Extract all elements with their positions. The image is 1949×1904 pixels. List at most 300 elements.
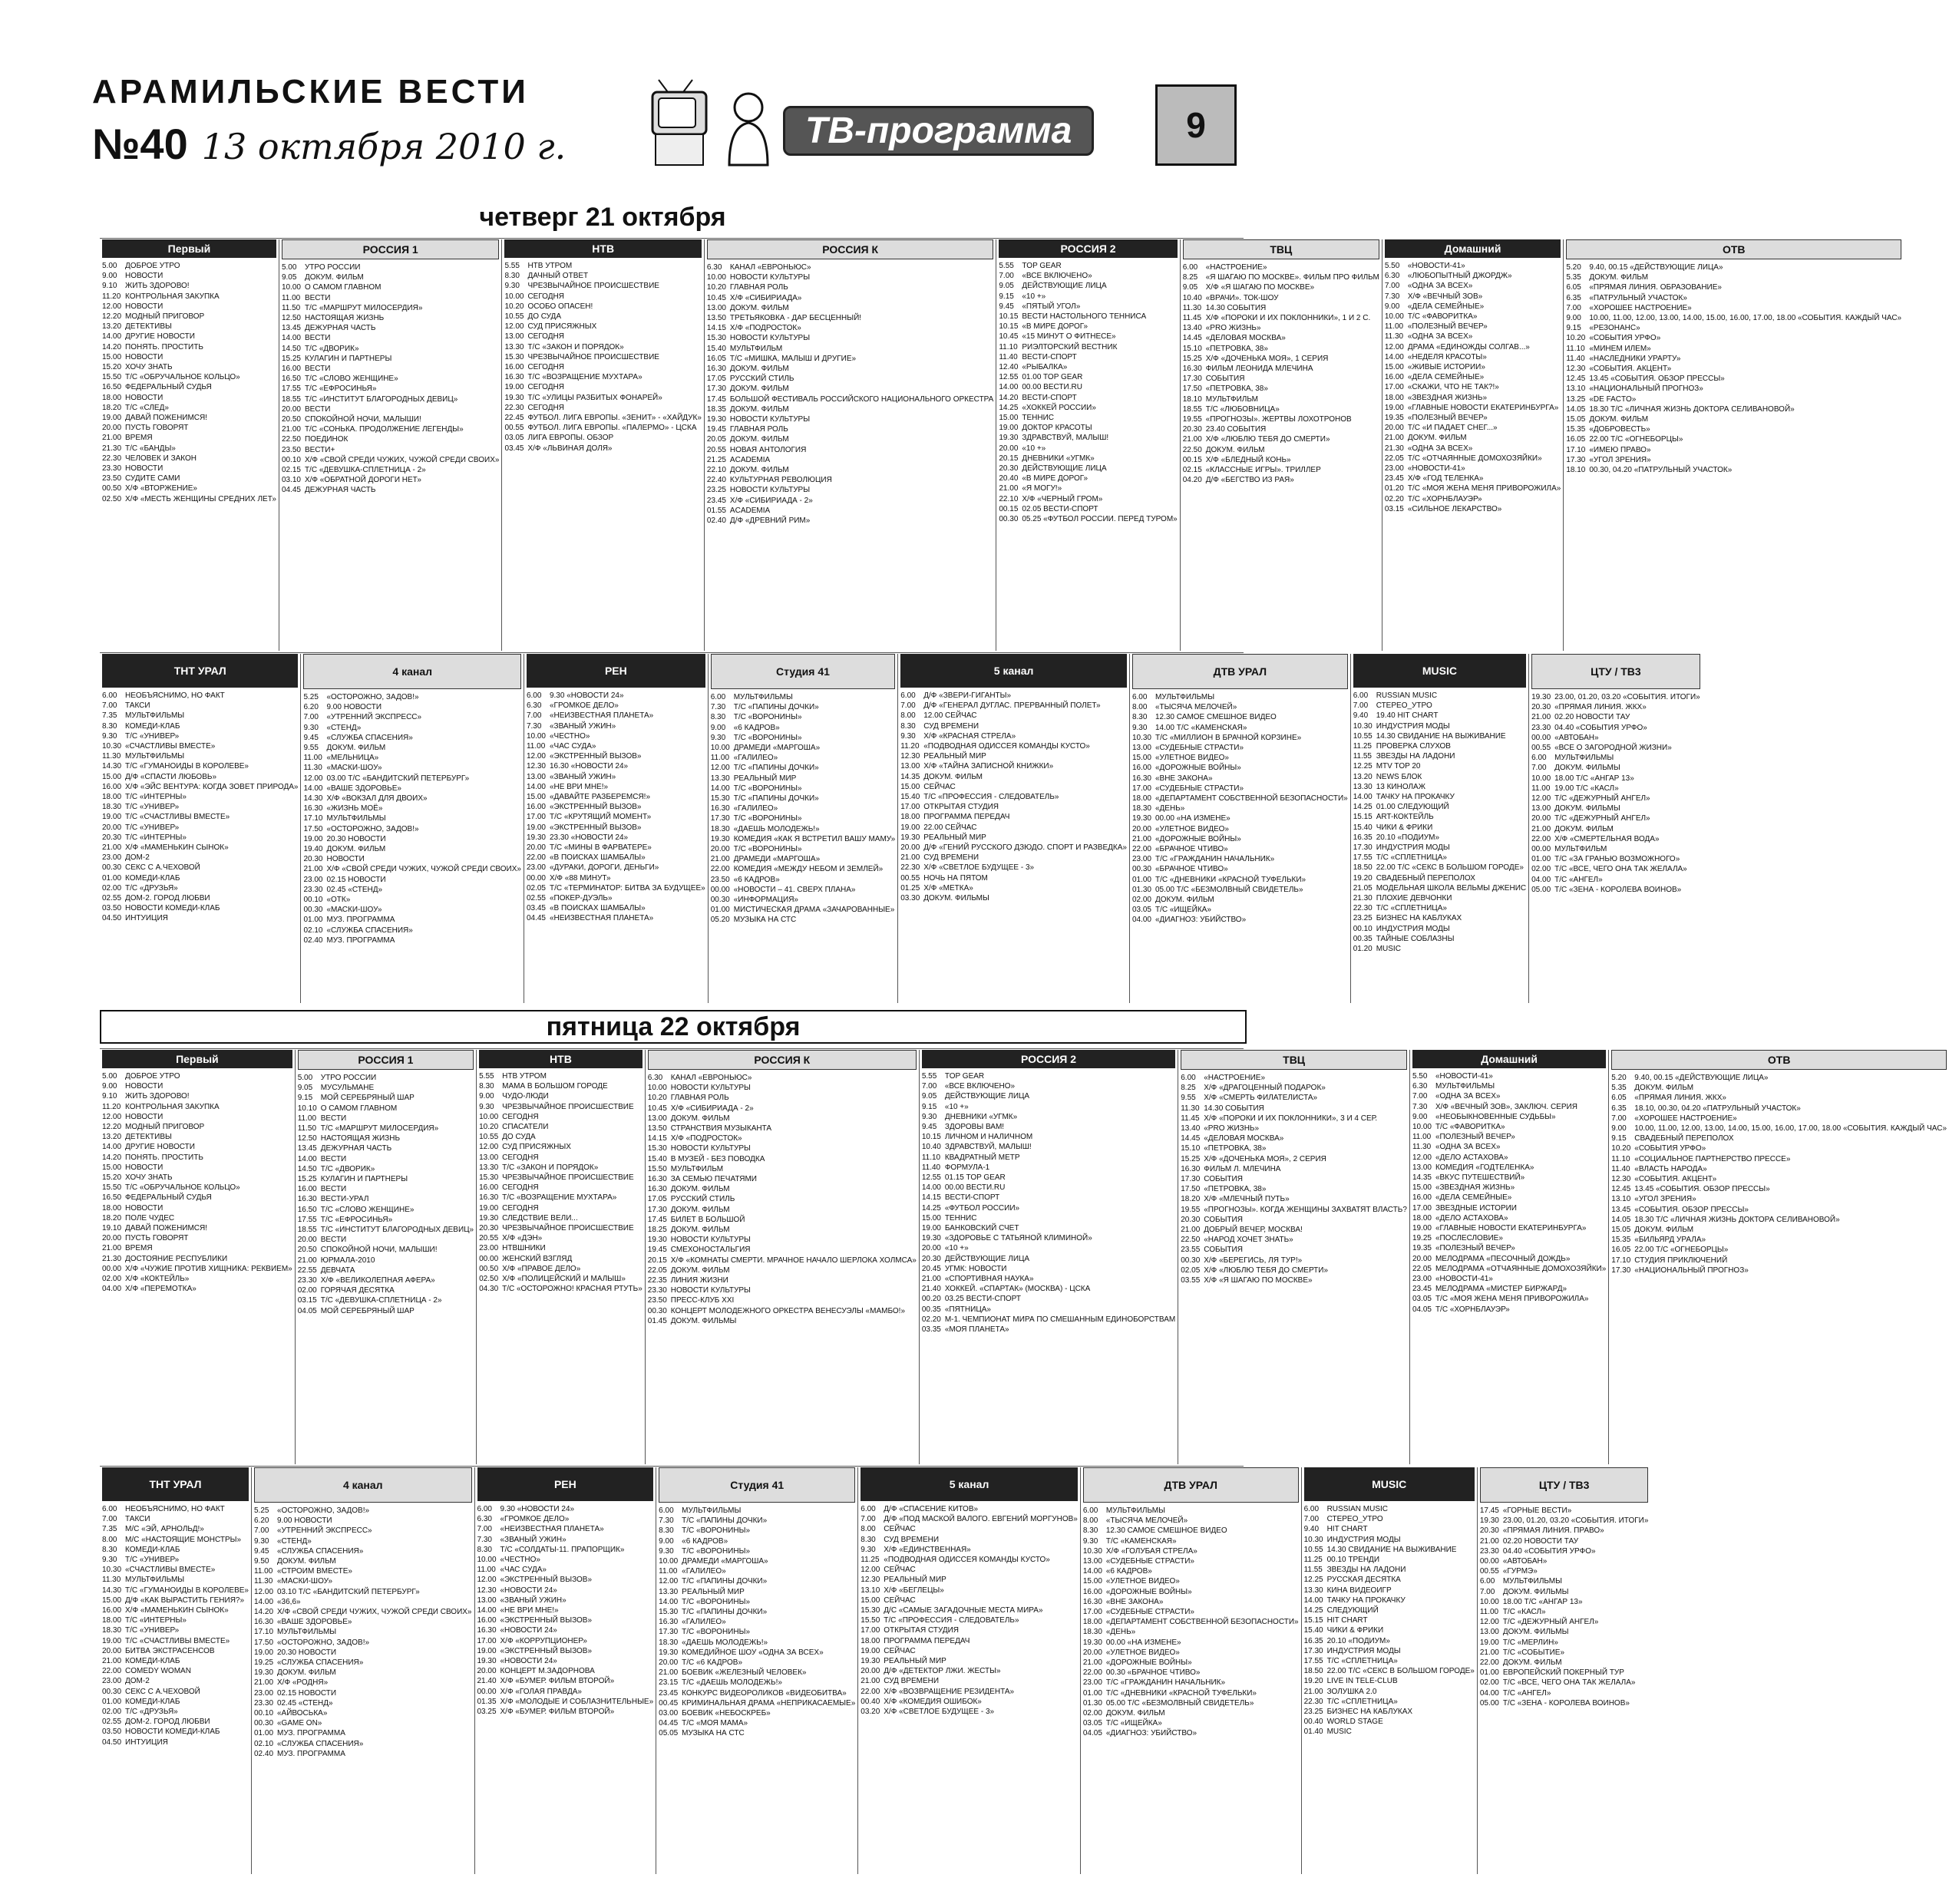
program-time: 11.10 — [921, 1153, 941, 1162]
program-title: ДЕЙСТВУЮЩИЕ ЛИЦА — [944, 1092, 1030, 1101]
program-title: Т/С «ИНТЕРНЫ» — [125, 1616, 187, 1625]
program-title: ЗВЕЗДНЫЕ ИСТОРИИ — [1435, 1203, 1517, 1213]
program-time: 9.30 — [900, 731, 916, 741]
program-item — [659, 1556, 855, 1566]
program-time: 18.55 — [281, 394, 301, 404]
program-title: Т/С «КАСЛ» — [1502, 1608, 1546, 1617]
program-time: 11.40 — [921, 1163, 941, 1172]
program-item — [298, 1265, 474, 1275]
program-title: Х/Ф «ЕДИНСТВЕННАЯ» — [884, 1545, 971, 1554]
program-item — [477, 1545, 654, 1555]
program-time: 00.50 — [102, 484, 122, 493]
program-title: ДОКУМ. ФИЛЬМ — [326, 845, 386, 854]
program-item — [648, 1133, 917, 1143]
program-item — [1304, 1615, 1475, 1625]
program-time: 11.00 — [297, 1114, 317, 1123]
program-title: Х/Ф «ПОДРОСТОК» — [670, 1134, 742, 1143]
program-title: «ЗВАНЫЙ УЖИН» — [549, 721, 616, 731]
program-item — [102, 772, 298, 782]
program-item — [102, 393, 276, 403]
program-time: 16.35 — [1303, 1636, 1323, 1645]
program-time: 12.45 — [1566, 375, 1586, 384]
program-item — [1353, 772, 1526, 782]
program-item — [1083, 1597, 1299, 1607]
program-title: ДРАМЕДИ «МАРГОША» — [733, 744, 821, 753]
program-title: «ОДНА ЗА ВСЕХ» — [1435, 1092, 1501, 1101]
program-time: 13.50 — [647, 1124, 667, 1133]
program-item — [477, 1656, 654, 1666]
program-item — [1566, 282, 1901, 292]
program-item — [1385, 342, 1561, 352]
program-title: 9.00 НОВОСТИ — [277, 1516, 332, 1526]
program-item — [1611, 1205, 1947, 1215]
program-item — [1183, 303, 1379, 313]
program-title: «Я ШАГАЮ ПО МОСКВЕ». ФИЛЬМ ПРО ФИЛЬМ — [1205, 273, 1379, 282]
program-title: Т/С «ЛЮБОВНИЦА» — [1205, 404, 1280, 414]
program-item — [527, 701, 705, 711]
program-time: 9.30 — [303, 723, 319, 732]
program-time: 21.00 — [1531, 824, 1551, 833]
program-item — [1083, 1627, 1299, 1637]
program-title: НОВОСТИ КУЛЬТУРЫ — [729, 334, 811, 343]
program-item — [648, 1194, 917, 1204]
program-item — [282, 485, 500, 495]
program-time: 20.00 — [710, 845, 730, 854]
program-time: 00.30 — [999, 515, 1019, 524]
program-item — [298, 1073, 474, 1083]
program-time: 02.10 — [254, 1739, 274, 1748]
program-time: 11.30 — [303, 764, 322, 773]
program-item — [861, 1636, 1078, 1646]
program-title: «ПЯТНИЦА» — [944, 1305, 991, 1314]
program-item — [479, 1173, 643, 1183]
program-time: 13.00 — [1082, 1557, 1102, 1566]
program-title: 14.30 СВИДАНИЕ НА ВЫЖИВАНИЕ — [1326, 1545, 1457, 1554]
program-time: 16.30 — [710, 804, 730, 813]
program-time: 02.00 — [102, 1708, 122, 1717]
program-item — [1183, 424, 1379, 434]
program-time: 17.30 — [1611, 1265, 1631, 1275]
program-title: МУЛЬТФИЛЬМ — [729, 344, 783, 353]
program-time: 14.00 — [526, 782, 546, 791]
program-title: ВЕСТИ-СПОРТ — [1022, 393, 1077, 402]
program-time: 9.55 — [303, 744, 319, 753]
program-time: 17.05 — [647, 1195, 667, 1204]
program-time: 17.30 — [710, 814, 730, 823]
program-title: ДОКТОР КРАСОТЫ — [1022, 424, 1092, 433]
program-time: 18.00 — [102, 1616, 122, 1625]
program-item — [282, 434, 500, 444]
program-item — [648, 1275, 917, 1285]
program-time: 04.20 — [1182, 476, 1202, 485]
program-title: Х/Ф «ЛЬВИНАЯ ДОЛЯ» — [527, 444, 613, 453]
program-title: «ДОРОЖНЫЕ ВОЙНЫ» — [1155, 834, 1241, 843]
program-time: 16.05 — [1611, 1246, 1631, 1255]
program-title: СМЕХОНОСТАЛЬГИЯ — [670, 1246, 751, 1255]
program-item — [527, 711, 705, 721]
program-title: Д/Ф «СПАСТИ ЛЮБОВЬ» — [125, 772, 217, 781]
program-item — [707, 323, 993, 333]
program-item — [527, 772, 705, 782]
program-item — [1304, 1524, 1475, 1534]
program-time: 18.55 — [297, 1226, 317, 1235]
divider — [100, 652, 1244, 653]
program-item — [102, 1727, 249, 1737]
program-item — [999, 393, 1177, 403]
program-time: 19.00 — [102, 1636, 122, 1645]
program-time: 18.55 — [1182, 404, 1202, 414]
program-item — [504, 372, 701, 382]
program-title: «ОТК» — [326, 896, 351, 905]
program-item — [648, 1285, 917, 1295]
program-title: СЕКС С А.ЧЕХОВОЙ — [125, 863, 200, 873]
channel-logo-россия-к: РОССИЯ К — [648, 1050, 917, 1070]
program-item — [1132, 692, 1348, 702]
program-time: 15.00 — [526, 793, 546, 802]
program-title: Х/Ф «ЛЮБЛЮ ТЕБЯ ДО СМЕРТИ» — [1204, 1265, 1329, 1275]
program-time: 22.30 — [1353, 904, 1373, 913]
program-title: МУЗ. ПРОГРАММА — [277, 1749, 345, 1758]
program-item — [922, 1325, 1175, 1335]
program-time: 11.40 — [1566, 354, 1585, 363]
program-item — [102, 721, 298, 731]
program-item — [711, 804, 896, 813]
program-item — [477, 1514, 654, 1524]
program-title: 00.00 ВЕСТИ.RU — [1022, 383, 1082, 392]
program-title: Т/С «ВОРОНИНЫ» — [733, 814, 802, 823]
program-title: Х/Ф «Я ШАГАЮ ПО МОСКВЕ» — [1204, 1276, 1313, 1285]
program-time: 16.50 — [102, 383, 122, 392]
program-item — [1353, 792, 1526, 802]
program-title: Т/С «ГУМАНОИДЫ В КОРОЛЕВЕ» — [125, 1586, 249, 1595]
program-time: 23.45 — [1384, 474, 1404, 483]
program-item — [922, 1284, 1175, 1294]
program-time: 23.50 — [102, 474, 122, 483]
program-time: 22.30 — [1303, 1697, 1323, 1706]
program-item — [711, 813, 896, 823]
program-title: «СТЕНД» — [277, 1536, 312, 1546]
program-title: ДЕЙСТВУЮЩИЕ ЛИЦА — [1022, 282, 1107, 291]
program-item — [303, 926, 521, 936]
program-item — [1083, 1546, 1299, 1556]
program-title: Т/С «МИНЫ В ФАРВАТЕРЕ» — [549, 843, 652, 853]
program-title: «СОБЫТИЯ УРФО» — [1634, 1144, 1706, 1153]
program-item — [707, 374, 993, 384]
program-time: 9.15 — [1611, 1134, 1627, 1143]
program-time: 12.00 — [477, 1576, 497, 1585]
program-title: «УГОЛ ЗРЕНИЯ» — [1634, 1195, 1696, 1204]
program-title: УТРО РОССИИ — [304, 263, 361, 272]
program-time: 11.55 — [1353, 752, 1372, 761]
program-title: СУД ПРИСЯЖНЫХ — [527, 322, 597, 332]
program-title: СВАДЕБНЫЙ ПЕРЕПОЛОХ — [1376, 873, 1475, 883]
program-time: 11.55 — [1303, 1566, 1323, 1575]
channel-column — [919, 1050, 1178, 1464]
program-title: Х/Ф «ПОДРОСТОК» — [729, 324, 801, 333]
program-title: 02.15 НОВОСТИ — [277, 1688, 337, 1698]
program-item — [527, 691, 705, 701]
program-time: 6.30 — [477, 1515, 492, 1524]
program-time: 12.25 — [1303, 1576, 1323, 1585]
program-item — [102, 1091, 292, 1101]
program-time: 00.00 — [479, 1254, 499, 1263]
program-time: 9.00 — [102, 272, 117, 281]
program-item — [102, 1163, 292, 1173]
program-item — [1480, 1627, 1649, 1637]
program-item — [1531, 804, 1700, 813]
program-title: ЛИЧНОМ И НАЛИЧНОМ — [944, 1133, 1033, 1142]
program-time: 15.40 — [900, 793, 920, 802]
program-time: 14.00 — [254, 1597, 274, 1606]
program-time: 7.30 — [1384, 292, 1400, 301]
program-time: 16.30 — [1082, 1597, 1102, 1606]
program-title: Т/С «СОНЬКА. ПРОДОЛЖЕНИЕ ЛЕГЕНДЫ» — [304, 425, 464, 434]
program-time: 5.55 — [479, 1072, 494, 1081]
program-time: 22.05 — [1412, 1264, 1432, 1273]
program-item — [1181, 1124, 1407, 1133]
program-item — [648, 1225, 917, 1235]
program-time: 16.00 — [102, 1606, 122, 1615]
program-item — [707, 485, 993, 495]
program-item — [922, 1223, 1175, 1233]
program-time: 21.00 — [1181, 1226, 1201, 1235]
program-time: 9.10 — [102, 1092, 117, 1101]
program-item — [1353, 731, 1526, 741]
program-title: 02.20 НОВОСТИ ТАУ — [1554, 713, 1630, 722]
program-title: ИНДУСТРИЯ МОДЫ — [1376, 843, 1450, 853]
program-time: 18.30 — [1131, 804, 1151, 813]
program-item — [102, 494, 276, 504]
program-time: 22.00 — [861, 1687, 880, 1696]
program-time: 21.00 — [710, 855, 730, 864]
program-item — [659, 1627, 855, 1637]
program-item — [477, 1707, 654, 1717]
program-time: 14.00 — [659, 1597, 679, 1606]
program-time: 14.25 — [1353, 803, 1373, 812]
program-item — [1083, 1556, 1299, 1566]
program-item — [707, 455, 993, 465]
program-title: «НАРОД ХОЧЕТ ЗНАТЬ» — [1204, 1236, 1293, 1245]
program-time: 13.00 — [1412, 1163, 1432, 1172]
program-item — [900, 802, 1127, 812]
program-item — [900, 893, 1127, 903]
program-title: 10.00, 11.00, 12.00, 13.00, 14.00, 15.00, 16.00, 17.00, 18.00 «СОБЫТИЯ. КАЖДЫЙ ЧАС» — [1589, 314, 1902, 323]
program-item — [254, 1556, 472, 1566]
program-title: ВЕСТИ-УРАЛ — [320, 1195, 369, 1204]
program-time: 12.00 — [659, 1577, 679, 1586]
program-time: 16.00 — [1384, 373, 1404, 382]
program-title: НОВОСТИ КУЛЬТУРЫ — [670, 1144, 751, 1153]
program-item — [102, 1142, 292, 1152]
program-item — [1083, 1506, 1299, 1516]
program-item — [900, 812, 1127, 822]
program-title: Т/С «ВСЕ, ЧЕГО ОНА ТАК ЖЕЛАЛА» — [1554, 865, 1687, 874]
program-title: «PRO ЖИЗНЬ» — [1205, 324, 1261, 333]
program-title: ДОКУМ. ФИЛЬМ — [1589, 273, 1649, 282]
program-time: 01.40 — [1303, 1727, 1323, 1737]
program-title: «НАСТРОЕНИЕ» — [1205, 263, 1267, 272]
program-title: Х/Ф «МЕТКА» — [923, 883, 973, 893]
program-time: 9.05 — [297, 1084, 313, 1093]
program-item — [707, 364, 993, 374]
program-title: ЮРМАЛА-2010 — [320, 1256, 375, 1265]
program-title: КОНТРОЛЬНАЯ ЗАКУПКА — [125, 292, 220, 301]
program-title: СТРАНСТВИЯ МУЗЫКАНТА — [670, 1124, 772, 1133]
program-item — [254, 1607, 472, 1617]
program-item — [102, 1605, 249, 1615]
program-title: СЕГОДНЯ — [502, 1203, 539, 1213]
program-title: «УЛЕТНОЕ ВИДЕО» — [1105, 1577, 1180, 1586]
program-title: ДОКУМ. ФИЛЬМ — [1502, 1658, 1562, 1668]
program-time: 00.35 — [1353, 934, 1373, 943]
program-time: 10.15 — [999, 312, 1019, 322]
program-time: 21.00 — [861, 1677, 880, 1686]
program-item — [1353, 701, 1526, 711]
program-time: 6.00 — [900, 691, 916, 700]
program-item — [1183, 333, 1379, 343]
program-time: 00.30 — [647, 1306, 667, 1315]
program-item — [1385, 261, 1561, 271]
program-time: 10.00 — [1384, 312, 1404, 322]
program-title: «ГОРНЫЕ ВЕСТИ» — [1502, 1506, 1572, 1515]
program-time: 21.30 — [102, 1254, 122, 1263]
program-item — [922, 1102, 1175, 1112]
program-title: ТАЧКУ НА ПРОКАЧКУ — [1326, 1595, 1406, 1605]
program-time: 7.00 — [526, 711, 542, 721]
program-time: 14.00 — [297, 1154, 317, 1163]
program-time: 16.30 — [659, 1618, 679, 1627]
program-item — [303, 763, 521, 773]
program-item — [102, 853, 298, 863]
program-time: 8.30 — [900, 721, 916, 731]
program-title: «ОДНА ЗА ВСЕХ» — [1407, 444, 1473, 453]
program-time: 5.00 — [102, 262, 117, 270]
program-time: 20.40 — [999, 474, 1019, 483]
program-time: 13.45 — [1611, 1205, 1631, 1214]
program-time: 00.30 — [1181, 1256, 1201, 1265]
program-time: 9.00 — [710, 723, 726, 732]
program-time: 11.25 — [1353, 742, 1372, 751]
program-title: ИНДУСТРИЯ МОДЫ — [1376, 721, 1450, 731]
program-time: 10.55 — [479, 1133, 499, 1142]
program-item — [707, 434, 993, 444]
program-title: «РЕЗОНАНС» — [1589, 324, 1640, 333]
program-time: 19.30 — [504, 393, 524, 402]
program-item — [922, 1274, 1175, 1284]
program-title: 03.10 Т/С «БАНДИТСКИЙ ПЕТЕРБУРГ» — [277, 1587, 420, 1596]
program-time: 00.30 — [102, 1687, 122, 1696]
program-title: 05.00 Т/С «БЕЗМОЛВНЫЙ СВИДЕТЕЛЬ» — [1155, 885, 1303, 894]
program-item — [999, 372, 1177, 382]
program-title: КОНЦЕРТ МОЛОДЕЖНОГО ОРКЕСТРА ВЕНЕСУЭЛЫ «МАМБО!» — [670, 1306, 906, 1315]
program-time: 10.00 — [659, 1557, 679, 1566]
program-title: Т/С «ОСТОРОЖНО! КРАСНАЯ РТУТЬ» — [502, 1285, 643, 1294]
program-title: NEWS БЛОК — [1376, 772, 1422, 781]
program-time: 9.15 — [297, 1094, 313, 1103]
program-title: КИНА ВИДЕОИГР — [1326, 1586, 1392, 1595]
program-title: «БРАЧНОЕ ЧТИВО» — [1155, 845, 1228, 854]
program-time: 12.30 — [477, 1586, 497, 1595]
program-title: Т/С «ВОРОНИНЫ» — [733, 733, 802, 742]
program-item — [1183, 323, 1379, 333]
program-title: Т/С «ТЕРМИНАТОР: БИТВА ЗА БУДУЩЕЕ» — [549, 883, 705, 893]
program-time: 5.00 — [297, 1074, 313, 1082]
program-item — [711, 834, 896, 844]
program-item — [1183, 384, 1379, 394]
program-time: 13.30 — [659, 1587, 679, 1596]
channel-logo-домашний: Домашний — [1385, 239, 1561, 258]
day-title-friday: пятница 22 октября — [100, 1010, 1247, 1044]
program-item — [102, 823, 298, 833]
program-title: «НОВОСТИ 24» — [500, 1626, 557, 1635]
program-time: 23.30 — [1531, 723, 1551, 732]
program-time: 6.00 — [1181, 1074, 1196, 1082]
program-item — [1531, 774, 1700, 784]
program-title: 18.00 Т/С «АНГАР 13» — [1502, 1597, 1583, 1606]
program-time: 23.30 — [303, 885, 323, 894]
program-time: 9.45 — [999, 302, 1014, 311]
program-time: 18.00 — [1131, 794, 1151, 804]
program-time: 13.00 — [1479, 1628, 1499, 1637]
program-time: 12.50 — [281, 314, 301, 323]
program-item — [922, 1305, 1175, 1315]
program-time: 20.00 — [1412, 1254, 1432, 1263]
program-time: 16.50 — [281, 375, 301, 384]
program-time: 7.30 — [710, 703, 726, 712]
program-item — [1611, 1245, 1947, 1255]
program-title: «СУДЕБНЫЕ СТРАСТИ» — [1105, 1557, 1194, 1566]
program-title: «В МИРЕ ДОРОГ» — [1022, 322, 1088, 332]
program-item — [1353, 782, 1526, 792]
day-title-thursday: четверг 21 октября — [479, 202, 726, 232]
program-item — [711, 743, 896, 753]
channel-logo-россия-1: РОССИЯ 1 — [282, 239, 500, 259]
program-item — [922, 1183, 1175, 1193]
issue-number: №40 — [92, 120, 188, 168]
program-title: ДОБРЫЙ ВЕЧЕР, МОСКВА! — [1204, 1226, 1303, 1235]
program-time: 16.00 — [297, 1185, 317, 1194]
program-time: 10.00 — [477, 1556, 497, 1565]
program-item — [477, 1595, 654, 1605]
program-title: Х/Ф «СМЕРТЕЛЬНАЯ ВОДА» — [1554, 834, 1660, 843]
program-time: 9.30 — [1131, 723, 1148, 732]
program-time: 02.15 — [281, 466, 301, 475]
channel-logo-music: MUSIC — [1353, 654, 1526, 688]
program-item — [479, 1071, 643, 1081]
program-time: 11.00 — [526, 742, 546, 751]
program-title: ЧРЕЗВЫЧАЙНОЕ ПРОИСШЕСТВИЕ — [502, 1224, 634, 1233]
program-title: РУССКИЙ СТИЛЬ — [670, 1195, 735, 1204]
program-title: «СПОРТИВНАЯ НАУКА» — [944, 1275, 1034, 1284]
program-item — [648, 1104, 917, 1114]
program-time: 15.10 — [1182, 344, 1202, 353]
program-item — [1611, 1124, 1947, 1133]
program-item — [303, 702, 521, 712]
program-item — [1304, 1555, 1475, 1565]
program-item — [1566, 364, 1901, 374]
program-title: ЗВЕЗДЫ НА ЛАДОНИ — [1326, 1566, 1406, 1575]
program-item — [1611, 1143, 1947, 1153]
program-time: 15.25 — [297, 1175, 317, 1184]
program-time: 20.00 — [921, 1244, 941, 1253]
program-time: 18.20 — [102, 1213, 122, 1223]
program-time: 17.00 — [477, 1636, 497, 1645]
program-item — [1480, 1516, 1649, 1526]
channel-column — [996, 239, 1179, 651]
program-title: RUSSIAN MUSIC — [1376, 691, 1438, 700]
program-title: Т/С «МИШКА, МАЛЫШ И ДРУГИЕ» — [729, 354, 857, 363]
program-title: ДОКУМ. ФИЛЬМЫ — [1554, 804, 1620, 813]
